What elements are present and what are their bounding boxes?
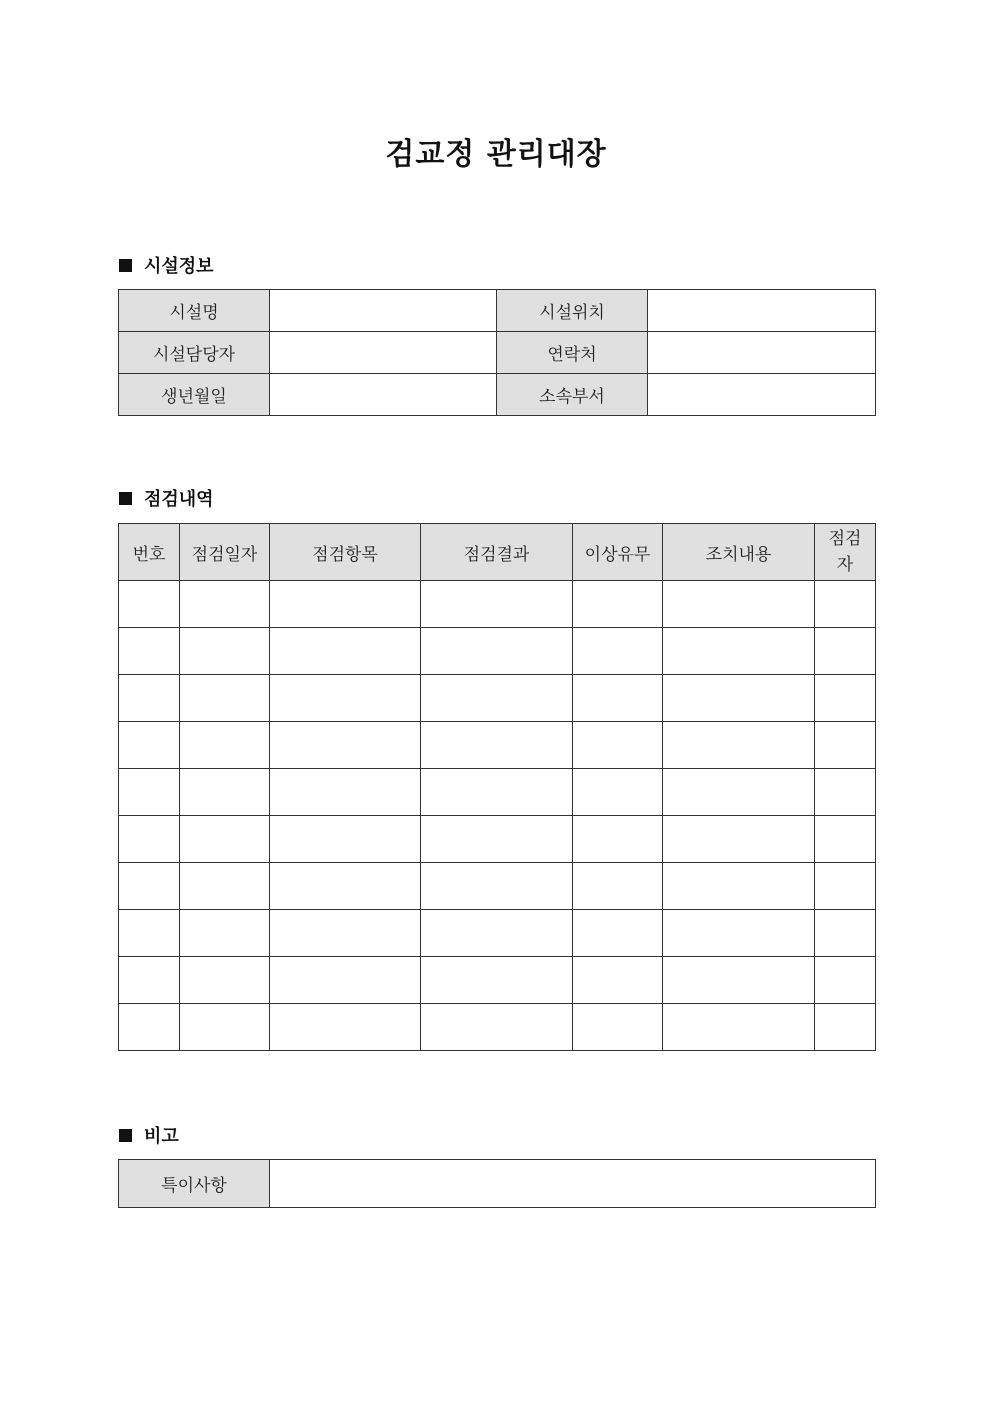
cell-date[interactable] [180, 628, 270, 675]
cell-inspector[interactable] [815, 769, 876, 816]
inspection-table [118, 523, 876, 1051]
cell-action[interactable] [663, 1004, 815, 1051]
cell-number[interactable] [119, 675, 180, 722]
cell-date[interactable] [180, 957, 270, 1004]
remarks-heading-text: 비고 [144, 1126, 179, 1147]
cell-inspector[interactable] [815, 957, 876, 1004]
table-row [119, 581, 876, 628]
facility-info-table [118, 289, 876, 416]
contact-field[interactable] [648, 332, 876, 374]
facility-heading-text: 시설정보 [144, 256, 214, 277]
cell-result[interactable] [421, 1004, 573, 1051]
cell-number[interactable] [119, 816, 180, 863]
document-title: 검교정 관리대장 [385, 137, 607, 172]
table-row [119, 863, 876, 910]
cell-date[interactable] [180, 816, 270, 863]
facility-manager-label: 시설담당자 [119, 332, 270, 374]
cell-number[interactable] [119, 910, 180, 957]
cell-date[interactable] [180, 863, 270, 910]
inspection-section-heading [119, 486, 214, 510]
cell-abnormal[interactable] [573, 1004, 663, 1051]
cell-abnormal[interactable] [573, 581, 663, 628]
cell-inspector[interactable] [815, 581, 876, 628]
cell-number[interactable] [119, 581, 180, 628]
cell-action[interactable] [663, 910, 815, 957]
cell-item[interactable] [270, 816, 421, 863]
square-bullet-icon [119, 492, 132, 505]
cell-item[interactable] [270, 1004, 421, 1051]
facility-row [119, 332, 876, 374]
column-header-inspector [815, 524, 876, 581]
cell-abnormal[interactable] [573, 769, 663, 816]
table-row [119, 816, 876, 863]
cell-number[interactable] [119, 722, 180, 769]
cell-result[interactable] [421, 628, 573, 675]
cell-item[interactable] [270, 628, 421, 675]
table-row [119, 769, 876, 816]
cell-inspector[interactable] [815, 910, 876, 957]
cell-action[interactable] [663, 722, 815, 769]
department-field[interactable] [648, 374, 876, 416]
cell-number[interactable] [119, 769, 180, 816]
table-row [119, 1004, 876, 1051]
column-header-date: 점검일자 [180, 524, 270, 581]
cell-abnormal[interactable] [573, 957, 663, 1004]
cell-action[interactable] [663, 957, 815, 1004]
cell-result[interactable] [421, 581, 573, 628]
birthdate-field[interactable] [270, 374, 497, 416]
facility-location-field[interactable] [648, 290, 876, 332]
cell-item[interactable] [270, 769, 421, 816]
inspection-heading-text: 점검내역 [144, 489, 214, 510]
cell-result[interactable] [421, 722, 573, 769]
cell-result[interactable] [421, 675, 573, 722]
facility-location-label: 시설위치 [497, 290, 648, 332]
cell-item[interactable] [270, 910, 421, 957]
cell-inspector[interactable] [815, 675, 876, 722]
cell-abnormal[interactable] [573, 628, 663, 675]
cell-action[interactable] [663, 863, 815, 910]
remarks-table [118, 1159, 876, 1208]
cell-item[interactable] [270, 957, 421, 1004]
cell-result[interactable] [421, 957, 573, 1004]
cell-action[interactable] [663, 581, 815, 628]
facility-row [119, 290, 876, 332]
department-label: 소속부서 [497, 374, 648, 416]
cell-item[interactable] [270, 581, 421, 628]
remarks-row [119, 1160, 876, 1208]
inspector-header-text: 점검자 [828, 529, 862, 575]
facility-manager-field[interactable] [270, 332, 497, 374]
cell-abnormal[interactable] [573, 910, 663, 957]
cell-date[interactable] [180, 910, 270, 957]
table-row [119, 675, 876, 722]
cell-abnormal[interactable] [573, 722, 663, 769]
cell-inspector[interactable] [815, 1004, 876, 1051]
cell-date[interactable] [180, 722, 270, 769]
column-header-result: 점검결과 [421, 524, 573, 581]
cell-date[interactable] [180, 1004, 270, 1051]
birthdate-label: 생년월일 [119, 374, 270, 416]
cell-action[interactable] [663, 816, 815, 863]
special-notes-label: 특이사항 [119, 1160, 270, 1208]
cell-date[interactable] [180, 581, 270, 628]
cell-number[interactable] [119, 957, 180, 1004]
cell-action[interactable] [663, 628, 815, 675]
facility-section-heading [119, 253, 214, 277]
table-row [119, 957, 876, 1004]
cell-result[interactable] [421, 769, 573, 816]
inspection-header-row [119, 524, 876, 581]
cell-inspector[interactable] [815, 628, 876, 675]
cell-abnormal[interactable] [573, 675, 663, 722]
special-notes-field[interactable] [270, 1160, 876, 1208]
cell-result[interactable] [421, 816, 573, 863]
facility-name-label: 시설명 [119, 290, 270, 332]
contact-label: 연락처 [497, 332, 648, 374]
cell-number[interactable] [119, 1004, 180, 1051]
column-header-number: 번호 [119, 524, 180, 581]
square-bullet-icon [119, 1129, 132, 1142]
column-header-abnormal: 이상유무 [573, 524, 663, 581]
cell-abnormal[interactable] [573, 863, 663, 910]
cell-item[interactable] [270, 863, 421, 910]
facility-name-field[interactable] [270, 290, 497, 332]
cell-date[interactable] [180, 675, 270, 722]
cell-result[interactable] [421, 910, 573, 957]
cell-inspector[interactable] [815, 863, 876, 910]
remarks-section-heading [119, 1123, 179, 1147]
cell-date[interactable] [180, 769, 270, 816]
cell-abnormal[interactable] [573, 816, 663, 863]
column-header-action: 조치내용 [663, 524, 815, 581]
table-row [119, 628, 876, 675]
inspection-body [119, 581, 876, 1051]
column-header-item: 점검항목 [270, 524, 421, 581]
cell-result[interactable] [421, 863, 573, 910]
cell-number[interactable] [119, 863, 180, 910]
cell-item[interactable] [270, 722, 421, 769]
cell-number[interactable] [119, 628, 180, 675]
cell-action[interactable] [663, 675, 815, 722]
square-bullet-icon [119, 259, 132, 272]
cell-action[interactable] [663, 769, 815, 816]
table-row [119, 910, 876, 957]
facility-row [119, 374, 876, 416]
cell-item[interactable] [270, 675, 421, 722]
cell-inspector[interactable] [815, 722, 876, 769]
cell-inspector[interactable] [815, 816, 876, 863]
table-row [119, 722, 876, 769]
